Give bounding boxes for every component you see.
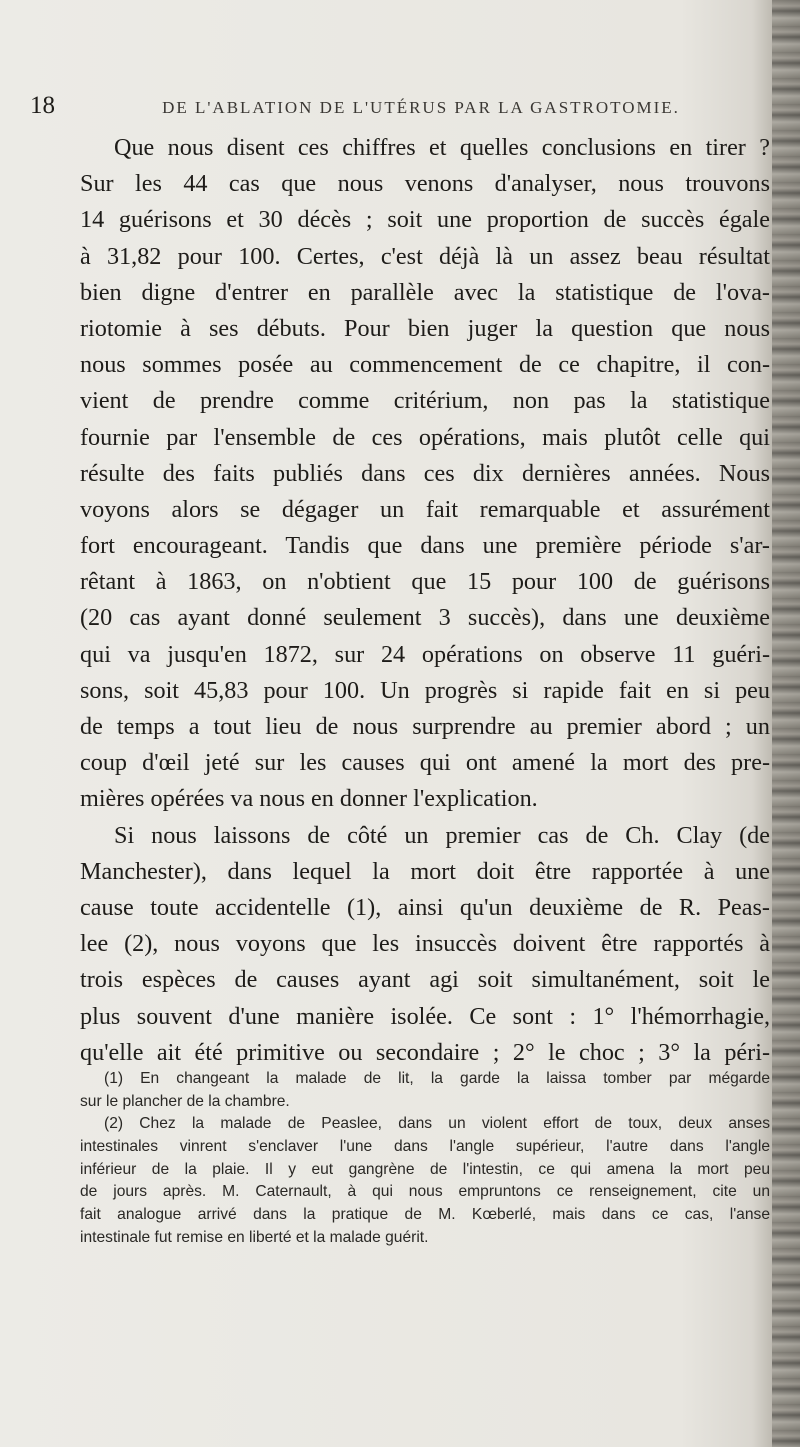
text-line: résulte des faits publiés dans ces dix dernières années. Nous	[80, 459, 770, 487]
text-line: qu'elle ait été primitive ou secondaire ; 2° le choc ; 3° la péri-	[80, 1038, 770, 1066]
footnote-line: (1) En changeant la malade de lit, la garde la laissa tomber par mégarde	[104, 1070, 770, 1087]
text-line: Manchester), dans lequel la mort doit être rapportée à une	[80, 857, 770, 885]
text-line: vient de prendre comme critérium, non pas la statistique	[80, 387, 770, 415]
text-line: riotomie à ses débuts. Pour bien juger la question que nous	[80, 314, 770, 342]
text-line: de temps a tout lieu de nous surprendre au premier abord ; un	[80, 713, 770, 740]
text-line: Que nous disent ces chiffres et quelles conclusions en tirer ?	[114, 134, 770, 161]
page-edge-shadow	[772, 0, 800, 1447]
running-header	[30, 92, 770, 122]
text-line: à 31,82 pour 100. Certes, c'est déjà là un assez beau résultat	[80, 242, 770, 270]
text-line: qui va jusqu'en 1872, sur 24 opérations on observe 11 guéri-	[80, 640, 770, 668]
footnote-line: intestinales vinrent s'enclaver l'une dans l'angle supérieur, l'autre dans l'angle	[80, 1138, 770, 1156]
text-line: cause toute accidentelle (1), ainsi qu'un deuxième de R. Peas-	[80, 893, 770, 921]
text-line: 14 guérisons et 30 décès ; soit une proportion de succès égale	[80, 206, 770, 234]
footnote-line: (2) Chez la malade de Peaslee, dans un violent effort de toux, deux anses	[104, 1115, 770, 1133]
text-line: Sur les 44 cas que nous venons d'analyser, nous trouvons	[80, 170, 770, 198]
footnote-line: inférieur de la plaie. Il y eut gangrène de l'intestin, ce qui amena la mort peu	[80, 1160, 770, 1178]
page-number: 18	[30, 92, 55, 119]
text-line: Si nous laissons de côté un premier cas de Ch. Clay (de	[114, 821, 770, 849]
footnote-line: fait analogue arrivé dans la pratique de M. Kœberlé, mais dans ce cas, l'anse	[80, 1206, 770, 1224]
running-title: DE L'ABLATION DE L'UTÉRUS PAR LA GASTROTOMIE.	[162, 98, 680, 117]
footnotes	[80, 1068, 770, 1250]
footnote-line: sur le plancher de la chambre.	[80, 1092, 290, 1110]
text-line: fort encourageant. Tandis que dans une première période s'ar-	[80, 532, 770, 560]
text-line: nous sommes posée au commencement de ce chapitre, il con-	[80, 351, 770, 379]
text-line: plus souvent d'une manière isolée. Ce sont : 1° l'hémorrhagie,	[80, 1002, 770, 1030]
footnote-line: de jours après. M. Caternault, à qui nous empruntons ce renseignement, cite un	[80, 1183, 770, 1201]
text-line: fournie par l'ensemble de ces opérations, mais plutôt celle qui	[80, 423, 770, 451]
text-line: bien digne d'entrer en parallèle avec la statistique de l'ova-	[80, 278, 770, 306]
text-line: lee (2), nous voyons que les insuccès doivent être rapportés à	[80, 930, 770, 958]
footnote-line: intestinale fut remise en liberté et la malade guérit.	[80, 1228, 429, 1246]
text-line: (20 cas ayant donné seulement 3 succès), dans une deuxième	[80, 604, 770, 632]
main-text	[80, 130, 770, 1071]
text-line: voyons alors se dégager un fait remarquable et assurément	[80, 495, 770, 523]
text-line: sons, soit 45,83 pour 100. Un progrès si rapide fait en si peu	[80, 676, 770, 704]
text-line: trois espèces de causes ayant agi soit simultanément, soit le	[80, 966, 770, 994]
text-line: coup d'œil jeté sur les causes qui ont amené la mort des pre-	[80, 749, 770, 777]
text-line: rêtant à 1863, on n'obtient que 15 pour 100 de guérisons	[80, 568, 770, 596]
text-line: mières opérées va nous en donner l'explication.	[80, 785, 538, 813]
